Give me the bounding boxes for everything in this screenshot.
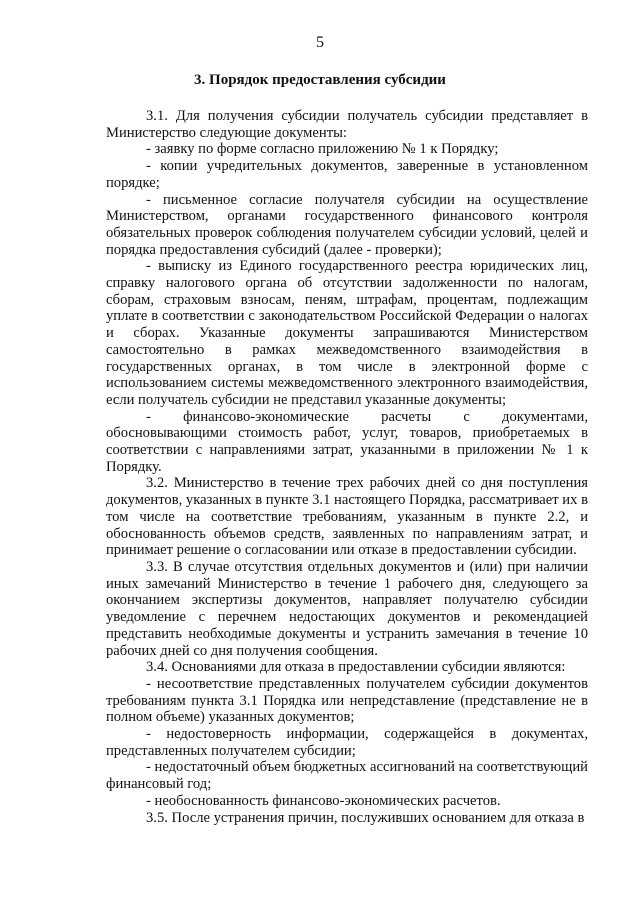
- list-item-unjustified-calculations: - необоснованность финансово-экономических расчетов.: [146, 792, 501, 809]
- document-body: [106, 108, 588, 826]
- list-item-founding-documents: - копии учредительных документов, заверенные в установленном порядке;: [106, 158, 588, 191]
- list-item-written-consent: - письменное согласие получателя субсидии на осуществление Министерством, органами государственного финансового контроля обязательных проверок соблюдения получателем субсидии условий, целей и порядка предоставления субсидий (далее - проверки);: [106, 191, 588, 258]
- paragraph-3-3: 3.3. В случае отсутствия отдельных документов и (или) при наличии иных замечаний Министерство в течение 1 рабочего дня, следующего за окончанием экспертизы документов, направляет получателю субсидии уведомление с перечнем недостающих документов и рекомендацией представить необходимые документы и устранить замечания в течение 10 рабочих дней со дня получения сообщения.: [106, 558, 588, 659]
- section-title: 3. Порядок предоставления субсидии: [194, 72, 446, 88]
- paragraph-3-5: 3.5. После устранения причин, послуживших основанием для отказа в: [146, 809, 585, 826]
- list-item-application: - заявку по форме согласно приложению № 1 к Порядку;: [146, 141, 499, 158]
- list-item-insufficient-budget: - недостаточный объем бюджетных ассигнований на соответствующий финансовый год;: [106, 759, 588, 793]
- page-number: 5: [316, 34, 324, 51]
- paragraph-3-2: 3.2. Министерство в течение трех рабочих дней со дня поступления документов, указанных в пункте 3.1 настоящего Порядка, рассматривает их в том числе на соответствие требованиям, указанным в пункте 2.2, и обоснованность объемов средств, заявленных по направлениям затрат, и принимает решение о согласовании или отказе в предоставлении субсидии.: [106, 475, 588, 559]
- list-item-registry-extract: - выписку из Единого государственного реестра юридических лиц, справку налогового органа об отсутствии задолженности по налогам, сборам, страховым взносам, пеням, штрафам, процентам, подлежащим уплате в соответствии с законодательством Российской Федерации о налогах и сборах. Указанные документы запрашиваются Министерством самостоятельно в рамках межведомственного взаимодействия в государственных органах, в том числе в электронной форме с использованием системы межведомственного электронного взаимодействия, если получатель субсидии не представил указанные документы;: [106, 258, 588, 408]
- list-item-financial-calculations: - финансово-экономические расчеты с документами, обосновывающими стоимость работ, услуг, товаров, приобретаемых в соответствии с направлениями затрат, указанными в приложении № 1 к Порядку.: [106, 408, 588, 475]
- paragraph-3-4: 3.4. Основаниями для отказа в предоставлении субсидии являются:: [146, 659, 566, 676]
- list-item-noncompliance: - несоответствие представленных получателем субсидии документов требованиям пункта 3.1 Порядка или непредставление (представление не в полном объеме) указанных документов;: [106, 675, 588, 726]
- paragraph-3-1: 3.1. Для получения субсидии получатель субсидии представляет в Министерство следующие документы:: [106, 108, 588, 141]
- list-item-unreliable-info: - недостоверность информации, содержащейся в документах, представленных получателем субсидии;: [106, 726, 588, 759]
